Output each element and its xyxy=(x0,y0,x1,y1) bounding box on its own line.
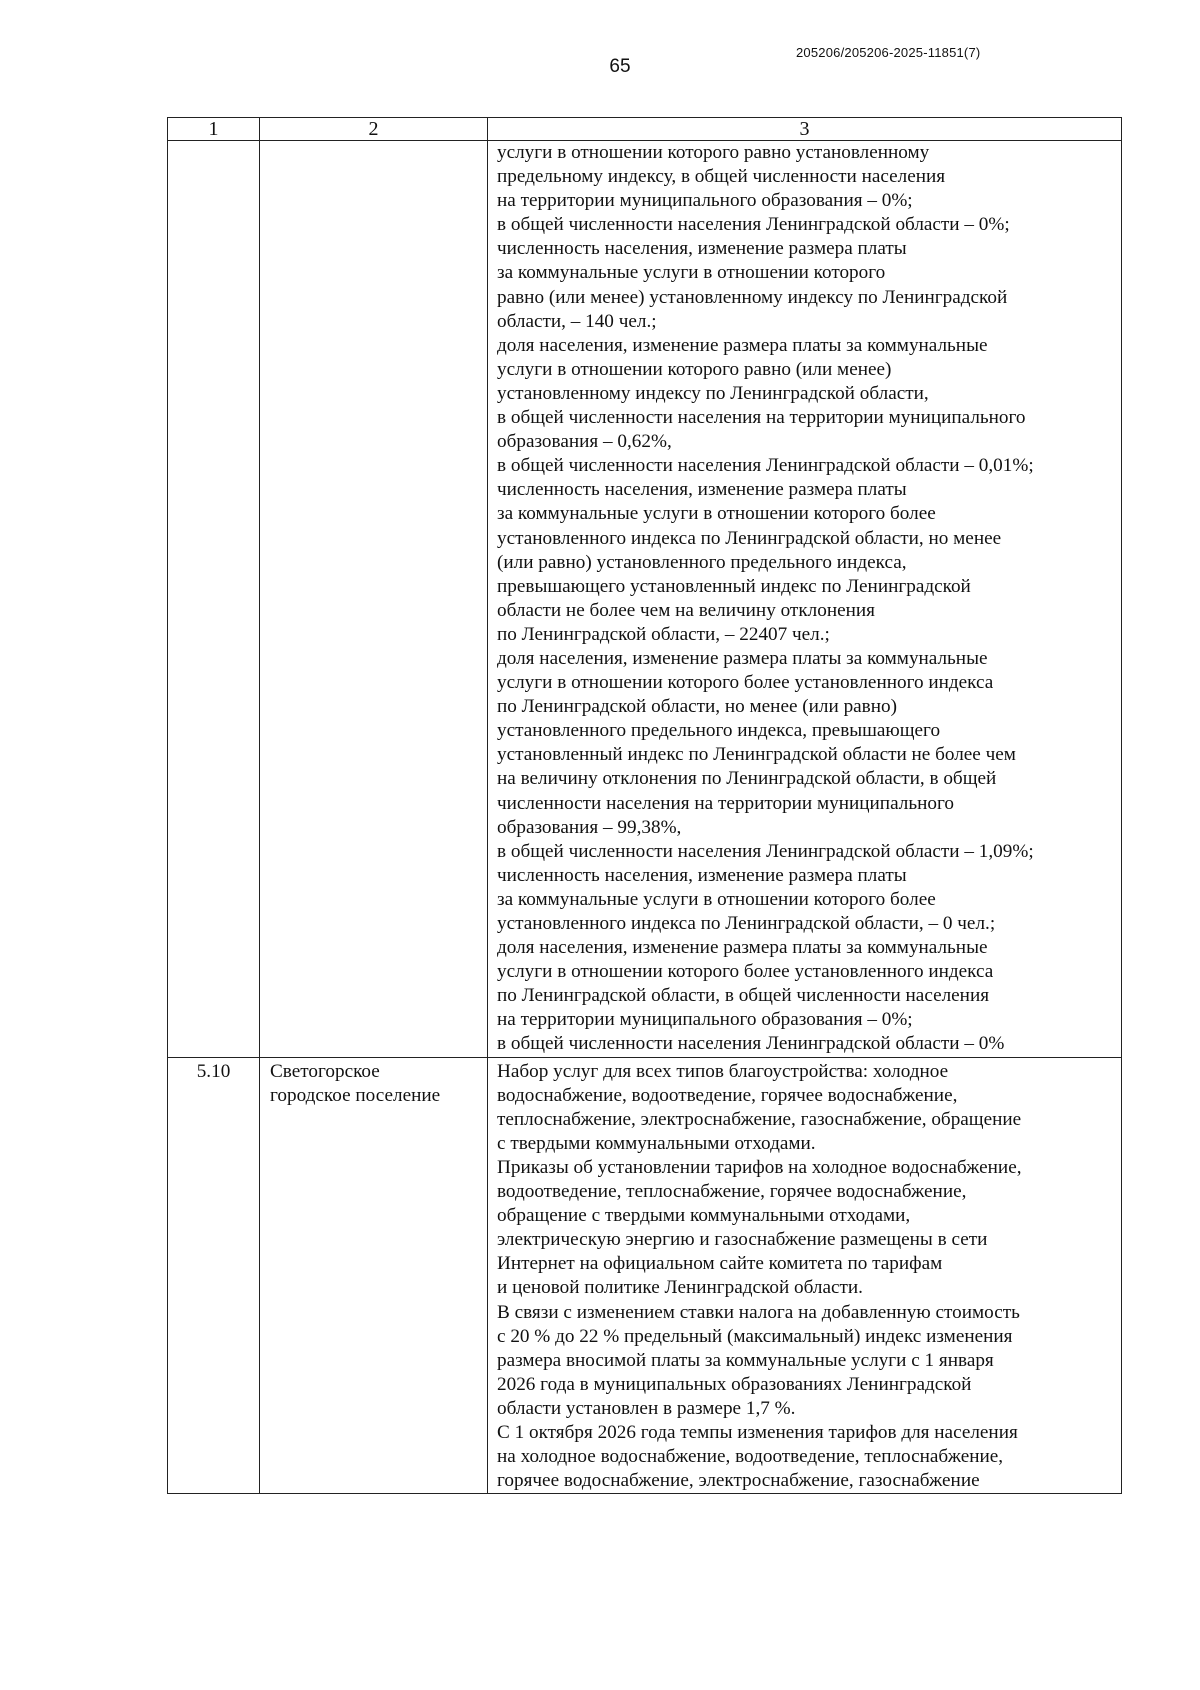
text-line: численность населения, изменение размера платы xyxy=(497,864,907,886)
page-number: 65 xyxy=(609,56,631,77)
table-header-row xyxy=(168,118,1122,141)
text-line: установленного индекса по Ленинградской области, но менее xyxy=(497,527,1002,549)
text-line: в общей численности населения Ленинградской области – 0% xyxy=(497,1033,1005,1055)
text-line: на территории муниципального образования – 0%; xyxy=(497,1009,913,1031)
text-line: услуги в отношении которого равно установленному xyxy=(497,142,930,163)
text-line: численности населения на территории муниципального xyxy=(497,792,954,814)
text-line: 2026 года в муниципальных образованиях Ленинградской xyxy=(497,1373,972,1395)
text-line: образования – 0,62%, xyxy=(497,431,672,453)
data-table xyxy=(167,117,1122,1494)
column-header-2: 2 xyxy=(260,118,488,141)
row-description-cell xyxy=(488,141,1122,1058)
text-line: равно (или менее) установленному индексу по Ленинградской xyxy=(497,286,1008,308)
row-description-cell xyxy=(488,1057,1122,1494)
row-number-cell xyxy=(168,1057,260,1494)
text-line: доля населения, изменение размера платы за коммунальные xyxy=(497,334,988,356)
text-line: по Ленинградской области, но менее (или равно) xyxy=(497,696,897,718)
text-line: городское поселение xyxy=(270,1084,441,1106)
text-line: обращение с твердыми коммунальными отходами, xyxy=(497,1205,911,1227)
row-name-cell xyxy=(260,141,488,1058)
text-line: электрическую энергию и газоснабжение размещены в сети xyxy=(497,1229,988,1251)
text-line: услуги в отношении которого более установленного индекса xyxy=(497,672,994,694)
text-line: области, – 140 чел.; xyxy=(497,310,657,332)
text-line: области установлен в размере 1,7 %. xyxy=(497,1397,796,1419)
text-line: С 1 октября 2026 года темпы изменения тарифов для населения xyxy=(497,1421,1018,1443)
text-line: размера вносимой платы за коммунальные услуги с 1 января xyxy=(497,1349,994,1371)
text-line: образования – 99,38%, xyxy=(497,816,682,838)
column-header-1: 1 xyxy=(168,118,260,141)
row-description xyxy=(488,141,1121,1057)
text-line: за коммунальные услуги в отношении которого xyxy=(497,262,886,284)
text-line: на холодное водоснабжение, водоотведение, теплоснабжение, xyxy=(497,1446,1004,1468)
text-line: установленному индексу по Ленинградской области, xyxy=(497,382,929,404)
text-line: (или равно) установленного предельного индекса, xyxy=(497,551,907,573)
text-line: на величину отклонения по Ленинградской области, в общей xyxy=(497,768,997,790)
text-line: численность населения, изменение размера платы xyxy=(497,238,907,260)
text-line: услуги в отношении которого равно (или менее) xyxy=(497,358,892,380)
row-description xyxy=(488,1058,1121,1494)
text-line: за коммунальные услуги в отношении которого более xyxy=(497,503,936,525)
row-name-cell xyxy=(260,1057,488,1494)
text-line: установленный индекс по Ленинградской области не более чем xyxy=(497,744,1016,766)
text-line: в общей численности населения Ленинградской области – 1,09%; xyxy=(497,840,1034,862)
text-line: услуги в отношении которого более установленного индекса xyxy=(497,961,994,983)
column-header-3: 3 xyxy=(488,118,1122,141)
text-line: за коммунальные услуги в отношении которого более xyxy=(497,888,936,910)
row-number: 5.10 xyxy=(196,1060,231,1082)
text-line: в общей численности населения Ленинградской области – 0%; xyxy=(497,214,1010,236)
text-line: доля населения, изменение размера платы за коммунальные xyxy=(497,937,988,959)
text-line: Приказы об установлении тарифов на холодное водоснабжение, xyxy=(497,1156,1022,1178)
text-line: с твердыми коммунальными отходами. xyxy=(497,1132,816,1154)
text-line: численность населения, изменение размера платы xyxy=(497,479,907,501)
text-line: по Ленинградской области, в общей численности населения xyxy=(497,985,990,1007)
text-line: в общей численности населения на территории муниципального xyxy=(497,407,1026,429)
table-row-continuation xyxy=(168,141,1122,1058)
text-line: в общей численности населения Ленинградской области – 0,01%; xyxy=(497,455,1034,477)
text-line: и ценовой политике Ленинградской области. xyxy=(497,1277,863,1299)
text-line: Интернет на официальном сайте комитета по тарифам xyxy=(497,1253,943,1275)
text-line: с 20 % до 22 % предельный (максимальный) индекс изменения xyxy=(497,1325,1013,1347)
text-line: предельному индексу, в общей численности населения xyxy=(497,166,946,188)
text-line: доля населения, изменение размера платы за коммунальные xyxy=(497,647,988,669)
text-line: на территории муниципального образования – 0%; xyxy=(497,190,913,212)
text-line: Светогорское xyxy=(270,1060,380,1082)
text-line: водоотведение, теплоснабжение, горячее водоснабжение, xyxy=(497,1181,967,1203)
text-line: теплоснабжение, электроснабжение, газоснабжение, обращение xyxy=(497,1108,1022,1130)
text-line: горячее водоснабжение, электроснабжение, газоснабжение xyxy=(497,1470,980,1492)
text-line: установленного предельного индекса, превышающего xyxy=(497,720,941,742)
text-line: области не более чем на величину отклонения xyxy=(497,599,875,621)
row-number-cell xyxy=(168,141,260,1058)
text-line: по Ленинградской области, – 22407 чел.; xyxy=(497,623,830,645)
row-name xyxy=(260,141,487,143)
text-line: Набор услуг для всех типов благоустройства: холодное xyxy=(497,1060,949,1082)
table-row-5-10 xyxy=(168,1057,1122,1494)
document-id: 205206/205206-2025-11851(7) xyxy=(796,45,981,60)
text-line: превышающего установленный индекс по Ленинградской xyxy=(497,575,971,597)
text-line: водоснабжение, водоотведение, горячее водоснабжение, xyxy=(497,1084,958,1106)
row-number xyxy=(168,141,259,143)
text-line: установленного индекса по Ленинградской области, – 0 чел.; xyxy=(497,913,996,934)
row-name xyxy=(260,1058,487,1108)
text-line: В связи с изменением ставки налога на добавленную стоимость xyxy=(497,1301,1020,1323)
